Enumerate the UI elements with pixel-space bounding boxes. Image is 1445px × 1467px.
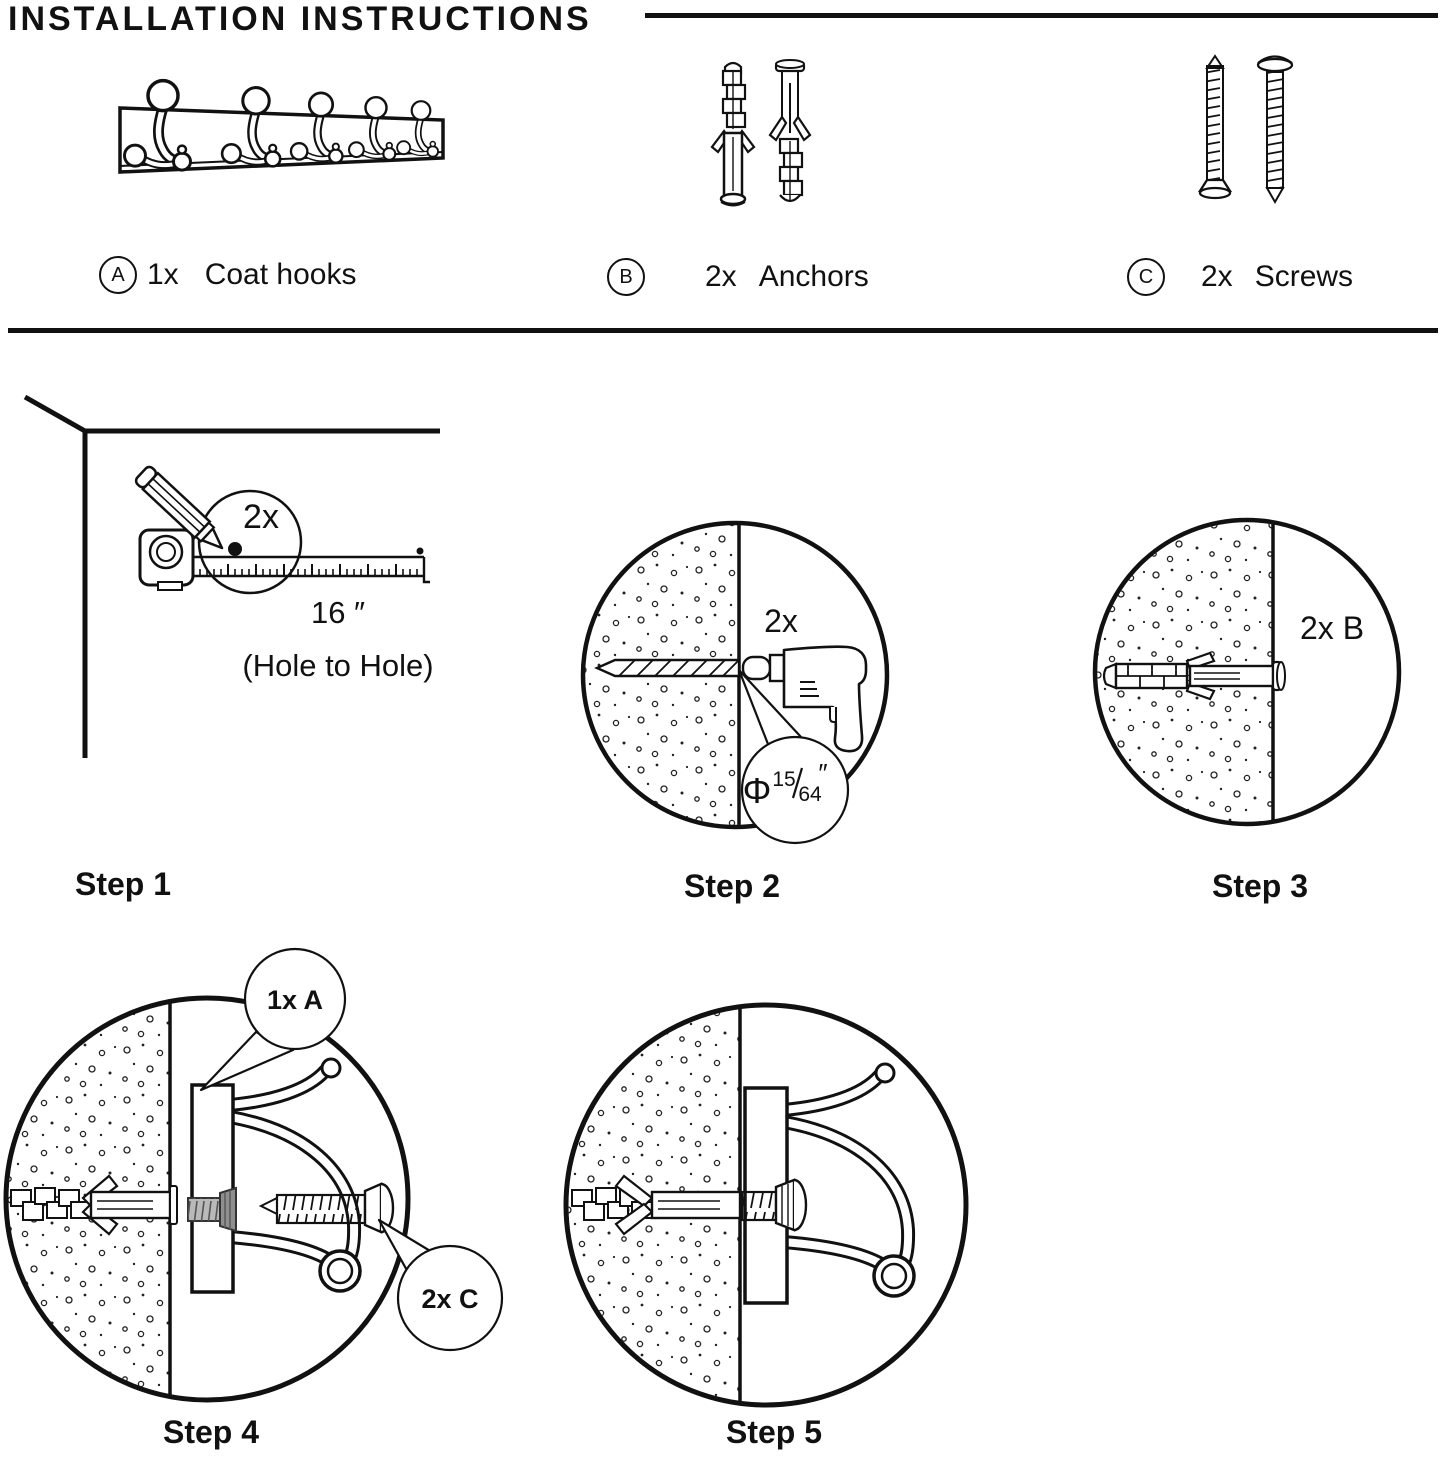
tape-measure-icon xyxy=(140,530,430,590)
drill-count-label: 2x xyxy=(764,603,798,639)
drill-bit xyxy=(597,660,739,676)
section-divider xyxy=(8,328,1438,333)
step4-scene xyxy=(3,940,523,1410)
mark-count-label: 2x xyxy=(243,498,279,536)
diameter-numerator: 15 xyxy=(772,768,796,791)
distance-note-label: (Hole to Hole) xyxy=(242,648,434,683)
part-qty: 1x xyxy=(147,258,179,291)
wall-corner xyxy=(25,397,440,758)
anchors-illustration xyxy=(700,55,830,215)
screw-note-label: 2x C xyxy=(421,1284,479,1314)
step5-label: Step 5 xyxy=(726,1414,823,1450)
diameter-symbol: Φ xyxy=(742,770,772,811)
screws-illustration xyxy=(1190,50,1310,210)
step2-label: Step 2 xyxy=(684,868,781,904)
screw-icon xyxy=(1200,56,1230,198)
step3-label: Step 3 xyxy=(1212,868,1309,904)
step1-label: Step 1 xyxy=(75,866,172,902)
wall-anchor-icon xyxy=(770,60,810,201)
part-qty: 2x xyxy=(705,260,737,293)
part-name: Anchors xyxy=(758,260,869,293)
mark-dot xyxy=(228,542,242,556)
part-letter-badge: B xyxy=(607,258,645,296)
distance-label: 16 ″ xyxy=(310,595,366,630)
step3-scene xyxy=(1090,515,1410,835)
coat-hook-rail-illustration xyxy=(108,80,463,250)
part-name: Screws xyxy=(1254,260,1354,293)
part-label-coat-hooks xyxy=(99,256,356,294)
step5-scene xyxy=(560,1000,980,1410)
page-title: INSTALLATION INSTRUCTIONS xyxy=(8,0,592,38)
wall-cross-section xyxy=(3,940,170,1410)
step1-scene xyxy=(10,385,470,785)
step2-scene xyxy=(575,510,915,855)
part-letter-badge: C xyxy=(1127,258,1165,296)
part-label-screws xyxy=(1127,258,1353,296)
diameter-unit: ″ xyxy=(818,758,828,788)
mounting-plate xyxy=(192,1085,233,1292)
insert-note-label: 2x B xyxy=(1300,610,1365,646)
diameter-denominator: 64 xyxy=(798,783,822,806)
step4-label: Step 4 xyxy=(163,1414,260,1450)
part-letter-badge: A xyxy=(99,256,137,294)
part-qty: 2x xyxy=(1201,260,1233,293)
mark-dot xyxy=(417,548,424,555)
part-name: Coat hooks xyxy=(204,258,357,291)
hook-note-label: 1x A xyxy=(266,985,324,1015)
wall-anchor-icon xyxy=(712,63,754,206)
part-label-anchors xyxy=(607,258,869,296)
screw-callout-bubble xyxy=(379,1220,502,1350)
title-rule xyxy=(645,13,1438,18)
screw-icon xyxy=(1258,57,1292,203)
